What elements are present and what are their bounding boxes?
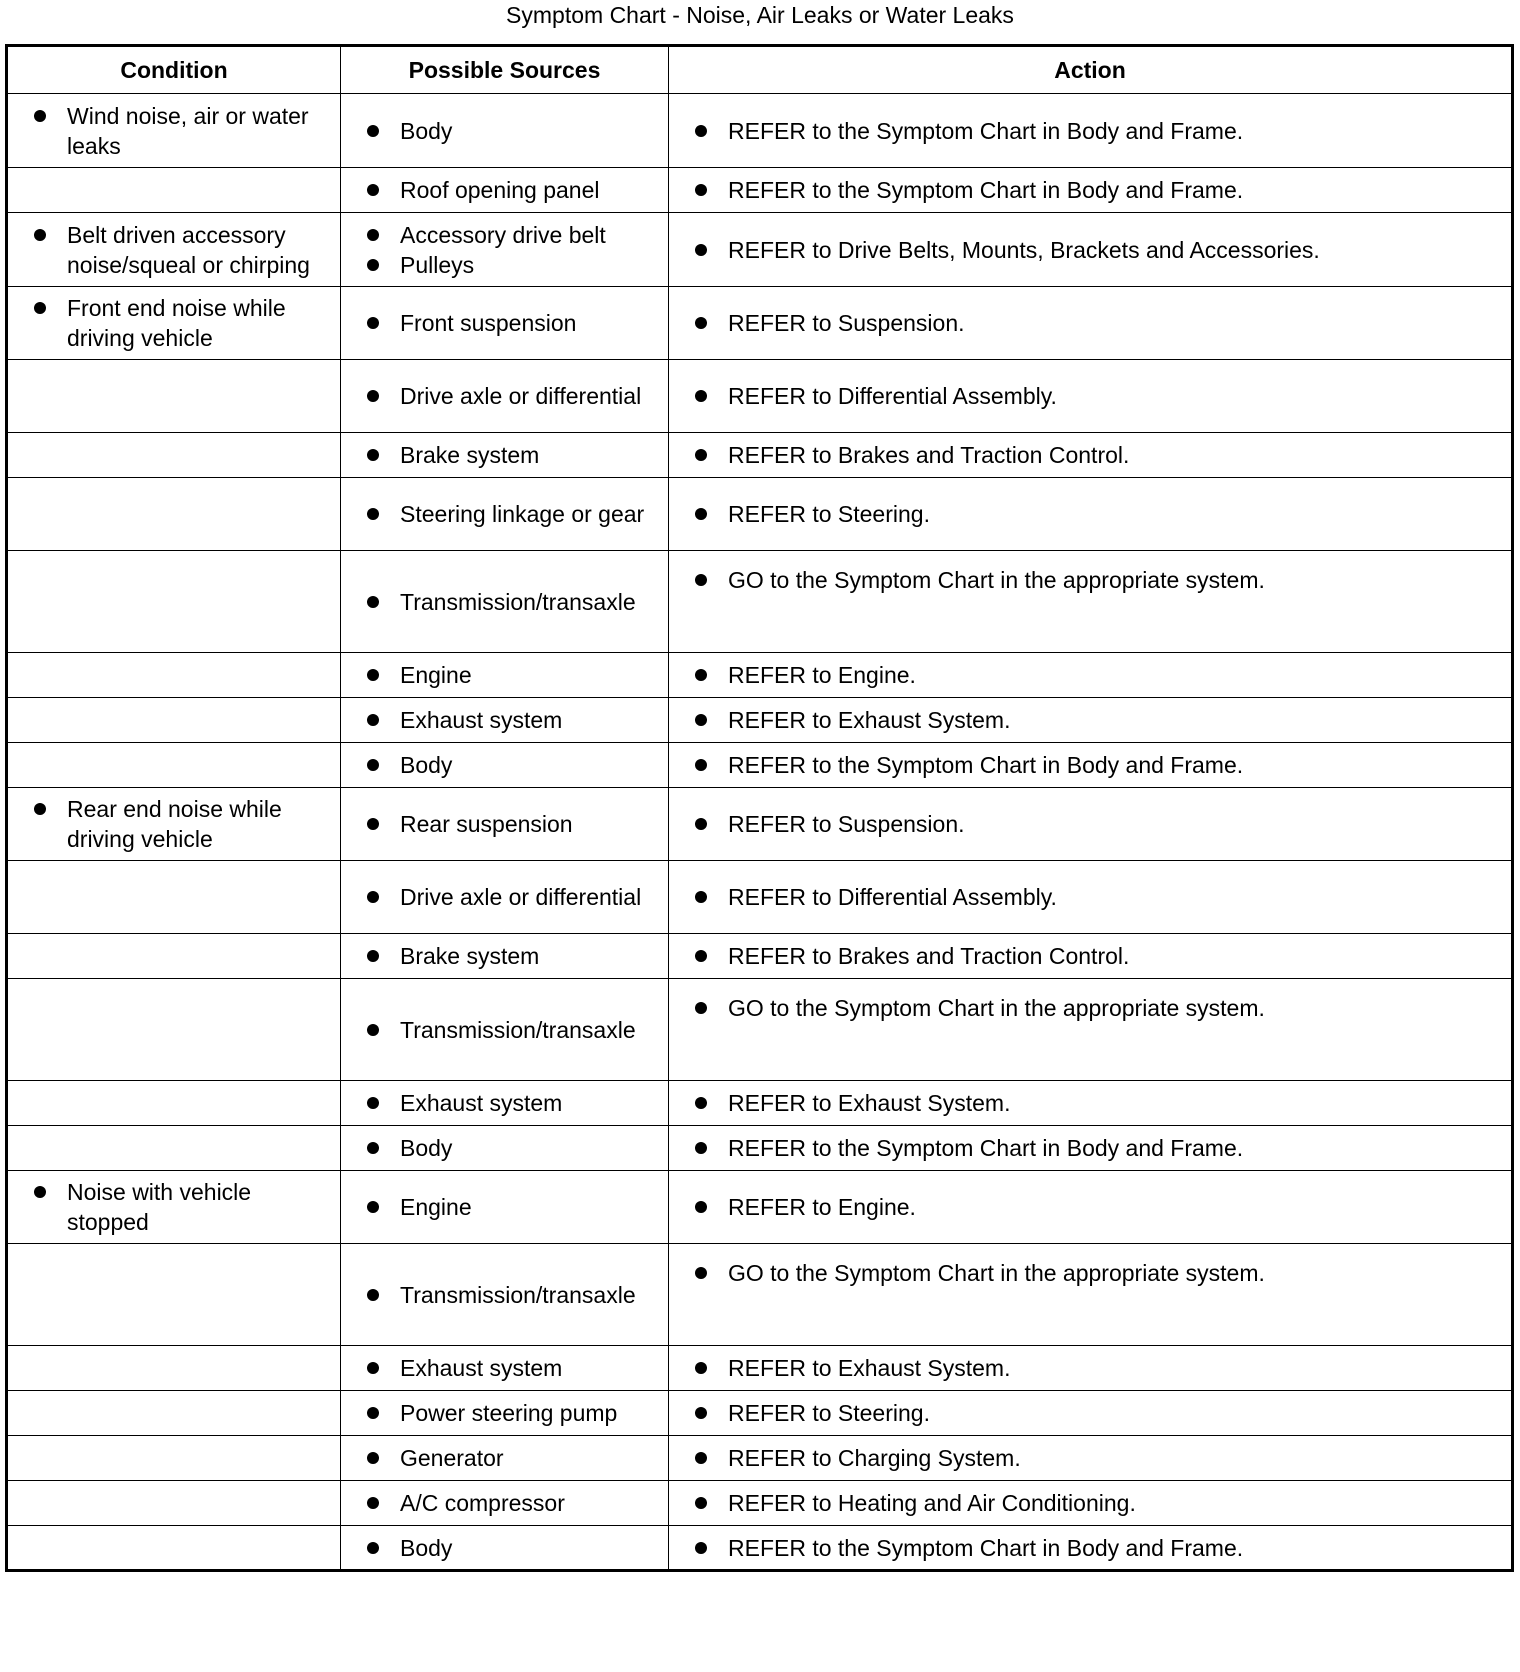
header-possible-sources: Possible Sources — [341, 46, 669, 94]
condition-cell — [7, 1171, 341, 1244]
action-cell — [669, 360, 1513, 433]
source-item: Body — [367, 750, 660, 780]
action-text: REFER to the Symptom Chart in Body and Frame. — [695, 750, 1503, 780]
table-row — [7, 861, 1513, 934]
table-row — [7, 1081, 1513, 1126]
table-row — [7, 94, 1513, 168]
table-row — [7, 788, 1513, 861]
source-item: Drive axle or differential — [367, 381, 660, 411]
table-row — [7, 743, 1513, 788]
source-item: Transmission/transaxle — [367, 1015, 660, 1045]
action-cell — [669, 1171, 1513, 1244]
table-row — [7, 168, 1513, 213]
source-item: Pulleys — [367, 250, 660, 280]
source-item: Drive axle or differential — [367, 882, 660, 912]
source-item: Engine — [367, 660, 660, 690]
action-text: REFER to the Symptom Chart in Body and Frame. — [695, 1533, 1503, 1563]
action-text: REFER to the Symptom Chart in Body and Frame. — [695, 175, 1503, 205]
action-text: REFER to Exhaust System. — [695, 705, 1503, 735]
condition-cell — [7, 698, 341, 743]
action-text: REFER to Drive Belts, Mounts, Brackets and Accessories. — [695, 235, 1503, 265]
table-row — [7, 653, 1513, 698]
source-item: A/C compressor — [367, 1488, 660, 1518]
sources-cell — [341, 653, 669, 698]
table-row — [7, 1436, 1513, 1481]
source-item: Body — [367, 116, 660, 146]
sources-cell — [341, 213, 669, 287]
source-item: Power steering pump — [367, 1398, 660, 1428]
condition-cell — [7, 1244, 341, 1346]
sources-cell — [341, 360, 669, 433]
condition-cell — [7, 213, 341, 287]
sources-cell — [341, 861, 669, 934]
header-row — [7, 46, 1513, 94]
source-item: Exhaust system — [367, 1088, 660, 1118]
table-row — [7, 551, 1513, 653]
table-row — [7, 934, 1513, 979]
action-text: REFER to Brakes and Traction Control. — [695, 440, 1503, 470]
action-cell — [669, 979, 1513, 1081]
sources-cell — [341, 1081, 669, 1126]
action-cell — [669, 698, 1513, 743]
condition-cell — [7, 1526, 341, 1571]
action-text: REFER to Differential Assembly. — [695, 882, 1503, 912]
table-row — [7, 478, 1513, 551]
sources-cell — [341, 433, 669, 478]
source-item: Generator — [367, 1443, 660, 1473]
sources-cell — [341, 168, 669, 213]
source-item: Front suspension — [367, 308, 660, 338]
sources-cell — [341, 1436, 669, 1481]
action-cell — [669, 1126, 1513, 1171]
condition-text: Belt driven accessory noise/squeal or chirping — [34, 220, 332, 280]
condition-cell — [7, 551, 341, 653]
sources-cell — [341, 698, 669, 743]
table-row — [7, 433, 1513, 478]
table-row — [7, 979, 1513, 1081]
source-item: Exhaust system — [367, 705, 660, 735]
condition-cell — [7, 287, 341, 360]
table-row — [7, 1481, 1513, 1526]
action-text: REFER to Charging System. — [695, 1443, 1503, 1473]
action-text: REFER to Brakes and Traction Control. — [695, 941, 1503, 971]
sources-cell — [341, 1526, 669, 1571]
action-cell — [669, 1346, 1513, 1391]
action-cell — [669, 1481, 1513, 1526]
action-cell — [669, 551, 1513, 653]
condition-cell — [7, 1481, 341, 1526]
table-row — [7, 1346, 1513, 1391]
condition-cell — [7, 478, 341, 551]
action-cell — [669, 168, 1513, 213]
condition-cell — [7, 168, 341, 213]
action-cell — [669, 1526, 1513, 1571]
table-row — [7, 287, 1513, 360]
condition-cell — [7, 979, 341, 1081]
action-text: REFER to the Symptom Chart in Body and Frame. — [695, 1133, 1503, 1163]
action-text: REFER to the Symptom Chart in Body and Frame. — [695, 116, 1503, 146]
action-text: REFER to Exhaust System. — [695, 1353, 1503, 1383]
table-row — [7, 1526, 1513, 1571]
sources-cell — [341, 1481, 669, 1526]
action-cell — [669, 1244, 1513, 1346]
action-text: REFER to Engine. — [695, 660, 1503, 690]
condition-cell — [7, 1391, 341, 1436]
action-cell — [669, 1391, 1513, 1436]
sources-cell — [341, 551, 669, 653]
condition-cell — [7, 1346, 341, 1391]
action-cell — [669, 287, 1513, 360]
sources-cell — [341, 934, 669, 979]
condition-cell — [7, 1126, 341, 1171]
action-cell — [669, 1436, 1513, 1481]
table-row — [7, 1171, 1513, 1244]
chart-title: Symptom Chart - Noise, Air Leaks or Water Leaks — [506, 2, 1014, 28]
action-cell — [669, 433, 1513, 478]
source-item: Engine — [367, 1192, 660, 1222]
sources-cell — [341, 1171, 669, 1244]
table-row — [7, 1244, 1513, 1346]
sources-cell — [341, 94, 669, 168]
condition-cell — [7, 433, 341, 478]
action-cell — [669, 861, 1513, 934]
action-cell — [669, 1081, 1513, 1126]
source-item: Exhaust system — [367, 1353, 660, 1383]
sources-cell — [341, 287, 669, 360]
table-row — [7, 360, 1513, 433]
action-cell — [669, 653, 1513, 698]
sources-cell — [341, 1244, 669, 1346]
condition-cell — [7, 743, 341, 788]
source-item: Roof opening panel — [367, 175, 660, 205]
condition-text: Noise with vehicle stopped — [34, 1177, 332, 1237]
condition-cell — [7, 1081, 341, 1126]
condition-cell — [7, 653, 341, 698]
action-cell — [669, 94, 1513, 168]
condition-cell — [7, 360, 341, 433]
action-cell — [669, 934, 1513, 979]
condition-cell — [7, 861, 341, 934]
action-text: REFER to Steering. — [695, 1398, 1503, 1428]
source-item: Rear suspension — [367, 809, 660, 839]
condition-cell — [7, 934, 341, 979]
sources-cell — [341, 1391, 669, 1436]
sources-cell — [341, 1126, 669, 1171]
action-text: GO to the Symptom Chart in the appropriate system. — [695, 993, 1503, 1023]
action-text: REFER to Engine. — [695, 1192, 1503, 1222]
action-text: REFER to Heating and Air Conditioning. — [695, 1488, 1503, 1518]
sources-cell — [341, 478, 669, 551]
table-row — [7, 1391, 1513, 1436]
action-cell — [669, 743, 1513, 788]
source-item: Transmission/transaxle — [367, 1280, 660, 1310]
action-cell — [669, 478, 1513, 551]
condition-text: Front end noise while driving vehicle — [34, 293, 332, 353]
condition-text: Wind noise, air or water leaks — [34, 101, 332, 161]
table-row — [7, 698, 1513, 743]
source-item: Transmission/transaxle — [367, 587, 660, 617]
action-text: REFER to Exhaust System. — [695, 1088, 1503, 1118]
source-item: Body — [367, 1133, 660, 1163]
sources-cell — [341, 979, 669, 1081]
table-row — [7, 1126, 1513, 1171]
source-item: Steering linkage or gear — [367, 499, 660, 529]
header-action: Action — [669, 46, 1513, 94]
condition-cell — [7, 94, 341, 168]
source-item: Body — [367, 1533, 660, 1563]
symptom-table — [5, 44, 1514, 1572]
action-cell — [669, 788, 1513, 861]
action-text: REFER to Suspension. — [695, 308, 1503, 338]
action-text: GO to the Symptom Chart in the appropriate system. — [695, 565, 1503, 595]
action-text: REFER to Suspension. — [695, 809, 1503, 839]
condition-cell — [7, 788, 341, 861]
source-item: Accessory drive belt — [367, 220, 660, 250]
condition-cell — [7, 1436, 341, 1481]
sources-cell — [341, 743, 669, 788]
source-item: Brake system — [367, 941, 660, 971]
source-item: Brake system — [367, 440, 660, 470]
action-text: GO to the Symptom Chart in the appropriate system. — [695, 1258, 1503, 1288]
table-row — [7, 213, 1513, 287]
sources-cell — [341, 1346, 669, 1391]
action-text: REFER to Differential Assembly. — [695, 381, 1503, 411]
action-text: REFER to Steering. — [695, 499, 1503, 529]
action-cell — [669, 213, 1513, 287]
condition-text: Rear end noise while driving vehicle — [34, 794, 332, 854]
header-condition: Condition — [7, 46, 341, 94]
sources-cell — [341, 788, 669, 861]
